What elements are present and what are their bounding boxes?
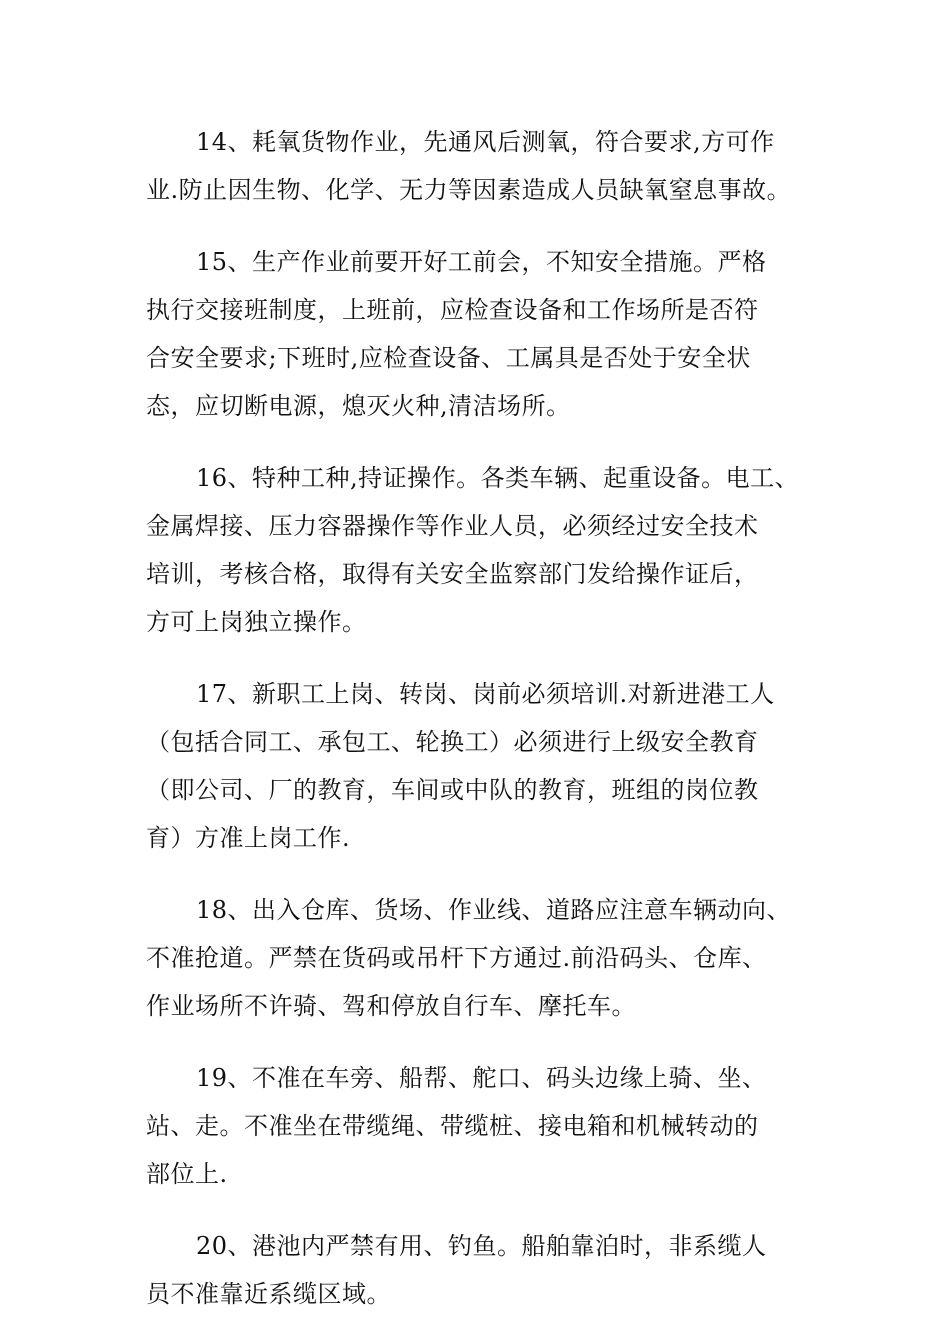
text-line: 金属焊接、压力容器操作等作业人员，必须经过安全技术	[146, 512, 759, 540]
text-line: 19、不准在车旁、船帮、舵口、码头边缘上骑、坐、	[196, 1064, 767, 1092]
text-line: 执行交接班制度，上班前，应检查设备和工作场所是否符	[146, 296, 759, 324]
text-line: 部位上.	[146, 1160, 228, 1188]
text-line: 15、生产作业前要开好工前会，不知安全措施。严格	[196, 248, 767, 276]
text-line: （即公司、厂的教育，车间或中队的教育，班组的岗位教	[146, 776, 759, 804]
text-line: 17、新职工上岗、转岗、岗前必须培训.对新进港工人	[196, 680, 775, 708]
text-line: 育）方准上岗工作.	[146, 824, 351, 852]
paragraph-15	[146, 238, 826, 430]
paragraph-16	[146, 454, 826, 646]
text-line: （包括合同工、承包工、轮换工）必须进行上级安全教育	[146, 728, 759, 756]
paragraph-18	[146, 886, 826, 1030]
paragraph-17	[146, 670, 826, 862]
document-body	[146, 118, 826, 1342]
text-line: 方可上岗独立操作。	[146, 608, 367, 636]
text-line: 14、耗氧货物作业，先通风后测氧，符合要求,方可作	[196, 128, 775, 156]
paragraph-14	[146, 118, 826, 214]
text-line: 员不准靠近系缆区域。	[146, 1280, 391, 1308]
text-line: 20、港池内严禁有用、钓鱼。船舶靠泊时，非系缆人	[196, 1232, 767, 1260]
text-line: 18、出入仓库、货场、作业线、道路应注意车辆动向、	[196, 896, 792, 924]
text-line: 16、特种工种,持证操作。各类车辆、起重设备。电工、	[196, 464, 800, 492]
paragraph-19	[146, 1054, 826, 1198]
text-line: 培训，考核合格，取得有关安全监察部门发给操作证后，	[146, 560, 759, 588]
text-line: 合安全要求;下班时,应检查设备、工属具是否处于安全状	[146, 344, 751, 372]
paragraph-20	[146, 1222, 826, 1318]
text-line: 业.防止因生物、化学、无力等因素造成人员缺氧窒息事故。	[146, 176, 792, 204]
text-line: 态，应切断电源，熄灭火种,清洁场所。	[146, 392, 571, 420]
text-line: 不准抢道。严禁在货码或吊杆下方通过.前沿码头、仓库、	[146, 944, 767, 972]
text-line: 作业场所不许骑、驾和停放自行车、摩托车。	[146, 992, 636, 1020]
text-line: 站、走。不准坐在带缆绳、带缆桩、接电箱和机械转动的	[146, 1112, 759, 1140]
